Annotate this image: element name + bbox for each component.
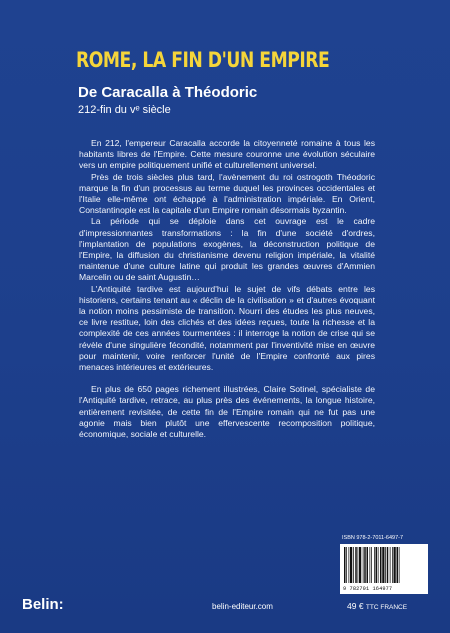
summary-paragraph: En 212, l'empereur Caracalla accorde la citoyenneté romaine à tous les habitants libres de l'Empire. Cette mesure couronne une évolution séculaire vers un empire politiquement unifié et culturellement universel. [79,138,375,171]
barcode [340,544,428,594]
publisher-website[interactable]: belin-editeur.com [212,602,273,611]
barcode-bars-icon [344,547,424,583]
publisher-logo: Belin: [22,596,64,613]
summary-paragraph: En plus de 650 pages richement illustrées, Claire Sotinel, spécialiste de l'Antiquité tardive, retrace, au plus près des événements, la longue histoire, entièrement revisitée, de cette fin de l'Empire romain qui ne fut pas une agonie mais bien plutôt une effervescente recomposition politique, économique, sociale et culturelle. [79,384,375,440]
summary-paragraph: Près de trois siècles plus tard, l'avènement du roi ostrogoth Théodoric marque la fin d'un processus au terme duquel les provinces occidentales et l'Italie elle-même ont échappé à l'administration impériale. En Orient, Constantinople est la capitale d'un Empire romain désormais byzantin. [79,171,375,216]
summary-paragraph: L'Antiquité tardive est aujourd'hui le sujet de vifs débats entre les historiens, certains tenant au « déclin de la civilisation » et d'autres évoquant la notion moins pessimiste de transition. Nourri des études les plus neuves, ce livre restitue, loin des clichés et des idées reçues, toute la richesse et la complexité de ces années tourmentées : il interroge la notion de crise qui se révèle d'une singulière fécondité, notamment par l'inventivité mise en œuvre pour maintenir, voire renforcer l'unité de l'Empire confronté aux pires menaces intérieures et extérieures. [79,283,375,373]
book-period: 212-fin du vᵉ siècle [78,104,171,116]
price [347,601,407,611]
summary-paragraph: La période qui se déploie dans cet ouvrage est le cadre d'impressionnantes transformations : la fin d'une société d'ordres, l'implantation de populations exogènes, la déconstruction politique de l'Empire, la diffusion du christianisme devenu religion impériale, la vitalité maintenue d'une culture latine qui produit les grandes œuvres d'Ammien Marcelin ou de saint Augustin… [79,216,375,283]
barcode-digits: 9 782701 164977 [343,586,393,592]
book-title: ROME, LA FIN D'UN EMPIRE [76,48,330,72]
price-amount: 49 € [347,601,364,611]
isbn-label: ISBN 978-2-7011-6497-7 [342,535,404,541]
price-suffix: TTC FRANCE [365,604,408,611]
book-subtitle: De Caracalla à Théodoric [78,84,258,101]
summary-text [79,138,375,440]
